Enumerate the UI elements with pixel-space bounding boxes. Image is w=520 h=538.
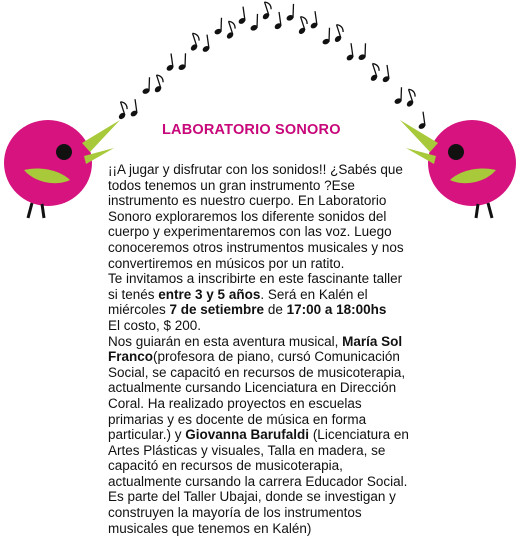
music-note-icon	[258, 1, 275, 22]
music-note-icon	[344, 43, 355, 62]
teachers-text-2: (profesora de piano, cursó Comunicación Social, se capacitó en recursos de musicoterapia, actualmente cursando Licenciatura en Dirección Coral. Ha realizado proyectos en escuelas primarias y es docente de música en forma particular.) y	[108, 349, 406, 443]
music-note-icon	[308, 11, 319, 30]
music-note-icon	[150, 74, 167, 95]
music-note-icon	[322, 27, 331, 45]
music-note-icon	[330, 23, 347, 44]
music-note-icon	[250, 14, 259, 32]
music-note-icon	[236, 6, 247, 25]
music-note-icon	[366, 62, 383, 83]
music-note-icon	[186, 32, 203, 53]
music-note-icon	[402, 88, 419, 109]
invitation-paragraph	[108, 271, 413, 318]
date-label: 7 de setiembre	[169, 302, 265, 318]
cost-text: El costo, $ 200.	[108, 317, 202, 333]
description-text	[108, 162, 413, 536]
intro-paragraph: ¡¡A jugar y disfrutar con los sonidos!! ¿Sabés que todos tenemos un gran instrumento ?Ese instrumento es nuestro cuerpo. En Laboratorio Sonoro exploraremos los diferente sonidos del cuerpo y experimentaremos con las voz. Luego conoceremos otros instrumentos musicales y nos convertiremos en músicos por un ratito.	[108, 162, 404, 271]
music-note-icon	[164, 53, 175, 72]
invitation-text-3: de	[264, 302, 287, 318]
music-note-icon	[200, 34, 211, 53]
teachers-text-1: Nos guiarán en esta aventura musical,	[108, 333, 343, 349]
music-note-icon	[394, 87, 403, 105]
music-note-icon	[294, 15, 311, 36]
music-note-icon	[272, 12, 283, 31]
ages-label: entre 3 y 5 años	[158, 286, 261, 302]
music-note-icon	[286, 4, 295, 22]
teacher-2-name: Giovanna Barufaldi	[185, 427, 310, 443]
teachers-paragraph	[108, 334, 413, 537]
invitation-text-2: . Será en Kalén el miércoles	[108, 286, 368, 318]
left-bird-icon	[2, 108, 122, 223]
teacher-1-name: María Sol Franco	[108, 333, 403, 365]
right-bird-icon	[398, 108, 518, 223]
teachers-text-3: (Licenciatura en Artes Plásticas y visuales, Talla en madera, se capacitó en recursos de musicoterapia, actualmente cursando la carrera Educador Social. Es parte del Taller Ubajai, donde se investigan y construyen la mayoría de los instrumentos musicales que tenemos en Kalén)	[108, 427, 409, 536]
music-note-icon	[178, 53, 187, 71]
page-title: LABORATORIO SONORO	[162, 122, 341, 138]
invitation-text-1: Te invitamos a inscribirte en este fascinante taller si tenés	[108, 271, 403, 302]
time-label: 17:00 a 18:00hs	[286, 302, 387, 318]
music-note-icon	[214, 17, 223, 35]
music-note-icon	[142, 77, 151, 95]
music-note-icon	[358, 43, 367, 61]
music-note-icon	[380, 65, 391, 84]
music-note-icon	[222, 20, 239, 41]
music-note-icon	[128, 99, 139, 118]
